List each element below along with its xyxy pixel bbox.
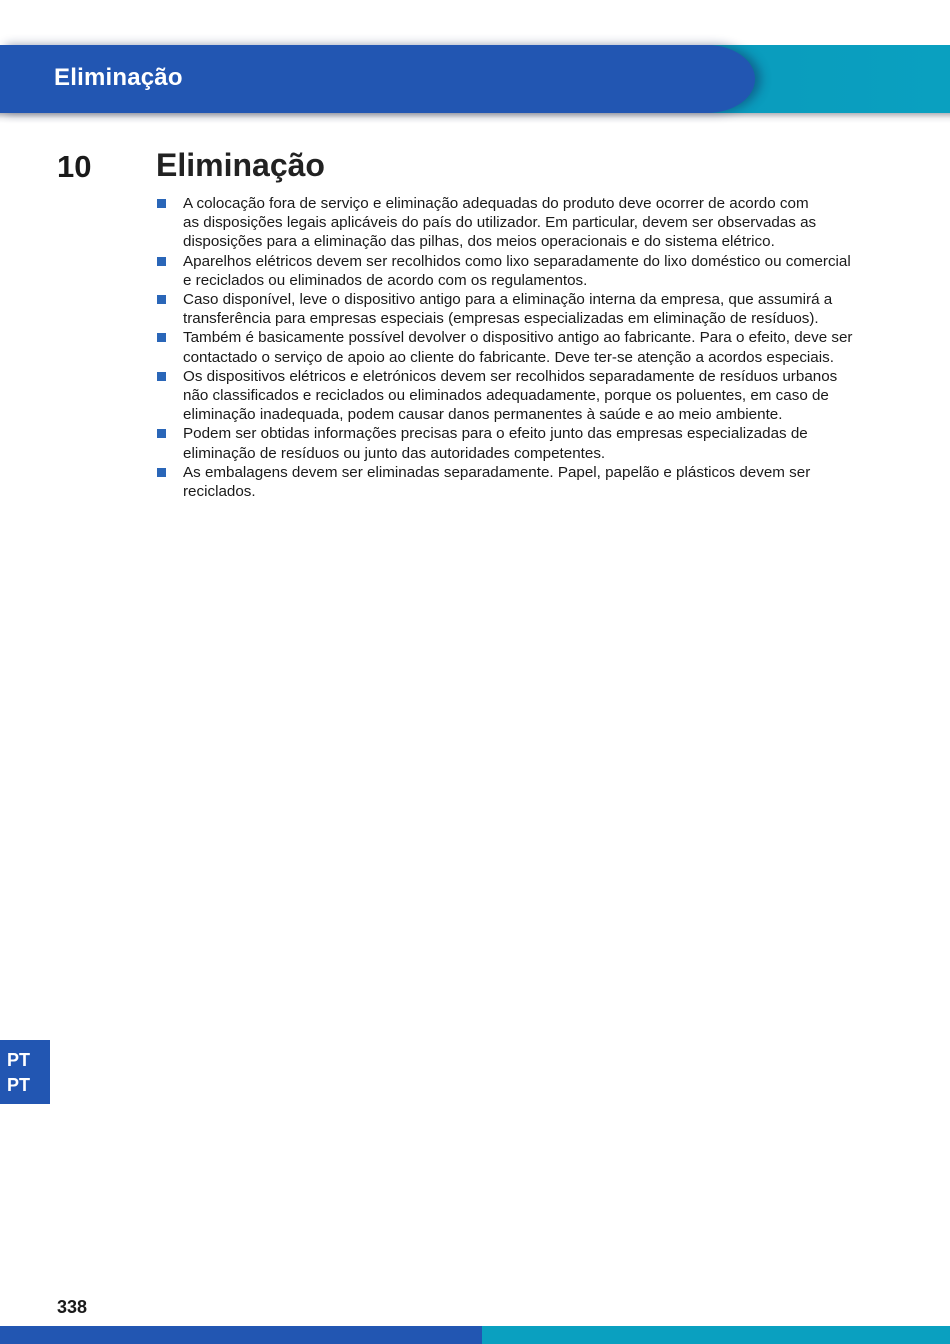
list-item (156, 424, 896, 462)
section-number: 10 (57, 149, 92, 184)
language-code: PT (7, 1075, 31, 1095)
bullet-line: reciclados. (183, 483, 256, 501)
list-item (156, 367, 896, 425)
list-item (156, 290, 896, 328)
bullet-line: A colocação fora de serviço e eliminação adequadas do produto deve ocorrer de acordo com (183, 195, 809, 212)
list-item (156, 463, 896, 501)
square-bullet-icon (157, 295, 166, 304)
disposal-bullet-list (156, 194, 896, 501)
bullet-line: Os dispositivos elétricos e eletrónicos devem ser recolhidos separadamente de resíduos urbanos (183, 367, 838, 385)
language-code: PT (7, 1050, 31, 1070)
section-title: Eliminação (156, 147, 325, 183)
square-bullet-icon (157, 199, 166, 208)
bullet-line: eliminação inadequada, podem causar danos permanentes à saúde e ao meio ambiente. (183, 406, 783, 424)
page-number: 338 (57, 1297, 88, 1317)
bullet-line: Também é basicamente possível devolver o dispositivo antigo ao fabricante. Para o efeito, deve ser (183, 329, 853, 347)
square-bullet-icon (157, 468, 166, 477)
square-bullet-icon (157, 257, 166, 266)
header-band (0, 45, 950, 113)
square-bullet-icon (157, 372, 166, 381)
list-item (156, 252, 896, 290)
square-bullet-icon (157, 429, 166, 438)
list-item (156, 194, 896, 252)
bullet-line: transferência para empresas especiais (empresas especializadas em eliminação de resíduos). (183, 310, 819, 328)
bullet-line: disposições para a eliminação das pilhas, dos meios operacionais e do sistema elétrico. (183, 233, 775, 251)
footer-bar-teal (482, 1326, 950, 1344)
list-item (156, 328, 896, 366)
bullet-line: não classificados e reciclados ou eliminados adequadamente, porque os poluentes, em caso de (183, 387, 829, 405)
header-title: Eliminação (54, 64, 183, 91)
header-shadow (0, 113, 950, 123)
header-title-bar (0, 45, 755, 113)
footer-bar-blue (0, 1326, 482, 1344)
bullet-line: as disposições legais aplicáveis do país do utilizador. Em particular, devem ser observadas as (183, 214, 817, 232)
square-bullet-icon (157, 333, 166, 342)
bullet-line: Caso disponível, leve o dispositivo antigo para a eliminação interna da empresa, que assumirá a (183, 291, 833, 309)
bullet-line: Podem ser obtidas informações precisas para o efeito junto das empresas especializadas de (183, 425, 808, 443)
bullet-line: As embalagens devem ser eliminadas separadamente. Papel, papelão e plásticos devem ser (183, 463, 811, 481)
bullet-line: e reciclados ou eliminados de acordo com os regulamentos. (183, 271, 588, 289)
language-tab (0, 1040, 50, 1104)
bullet-line: contactado o serviço de apoio ao cliente do fabricante. Deve ter-se atenção a acordos especiais. (183, 348, 834, 366)
bullet-line: eliminação de resíduos ou junto das autoridades competentes. (183, 444, 606, 462)
bullet-line: Aparelhos elétricos devem ser recolhidos como lixo separadamente do lixo doméstico ou comercial (183, 252, 851, 270)
